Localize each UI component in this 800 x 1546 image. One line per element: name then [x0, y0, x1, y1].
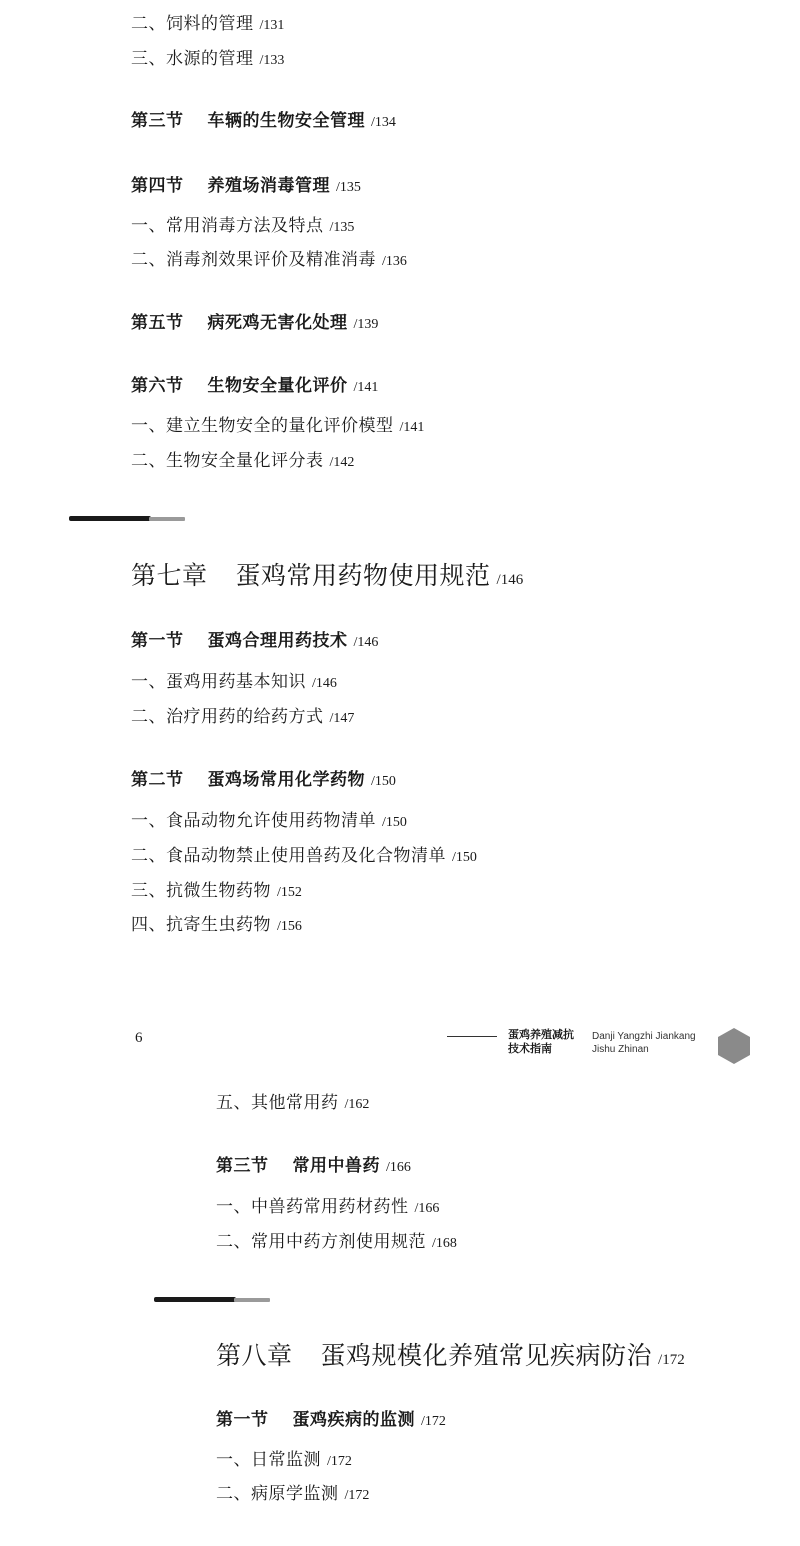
page-ref: /141 [353, 380, 379, 395]
page-ref: /136 [382, 254, 407, 269]
toc-entry: 五、其他常用药 /162 [216, 1093, 370, 1113]
toc-entry: 二、生物安全量化评分表 /142 [131, 451, 355, 471]
page-ref: /168 [432, 1236, 457, 1251]
page-ref: /172 [327, 1454, 352, 1469]
book-title-en: Danji Yangzhi Jiankang Jishu Zhinan [592, 1031, 696, 1055]
page-ref: /162 [344, 1097, 370, 1112]
book-title-cn: 蛋鸡养殖减抗 技术指南 [508, 1028, 574, 1055]
toc-section: 第三节 常用中兽药 /166 [216, 1156, 411, 1176]
toc-entry: 二、食品动物禁止使用兽药及化合物清单 /150 [131, 846, 477, 866]
toc-entry: 四、抗寄生虫药物 /156 [131, 915, 302, 935]
toc-section: 第五节 病死鸡无害化处理 /139 [131, 313, 379, 333]
toc-entry: 一、中兽药常用药材药性 /166 [216, 1197, 440, 1217]
page-ref: /156 [277, 919, 302, 934]
page-ref: /147 [329, 711, 355, 726]
toc-entry: 三、水源的管理 /133 [131, 49, 285, 69]
toc-section: 第一节 蛋鸡疾病的监测 /172 [216, 1410, 446, 1430]
toc-entry: 一、常用消毒方法及特点 /135 [131, 216, 355, 236]
toc-entry: 二、病原学监测 /172 [216, 1484, 370, 1504]
toc-entry: 一、食品动物允许使用药物清单 /150 [131, 811, 407, 831]
page-ref: /146 [496, 572, 524, 588]
toc-section: 第六节 生物安全量化评价 /141 [131, 376, 379, 396]
toc-entry: 二、常用中药方剂使用规范 /168 [216, 1232, 457, 1252]
page-ref: /150 [382, 815, 407, 830]
toc-entry: 一、日常监测 /172 [216, 1450, 352, 1470]
chapter-heading: 第八章 蛋鸡规模化养殖常见疾病防治 /172 [216, 1341, 685, 1370]
hexagon-logo-icon [717, 1027, 751, 1065]
page-ref: /139 [353, 317, 379, 332]
toc-section: 第三节 车辆的生物安全管理 /134 [131, 111, 396, 131]
page-ref: /146 [312, 676, 337, 691]
toc-entry: 一、蛋鸡用药基本知识 /146 [131, 672, 337, 692]
page-ref: /172 [344, 1488, 370, 1503]
toc-entry: 二、消毒剂效果评价及精准消毒 /136 [131, 250, 407, 270]
page-ref: /133 [259, 53, 285, 68]
page-ref: /141 [399, 420, 425, 435]
toc-entry: 二、饲料的管理 /131 [131, 14, 285, 34]
page-ref: /172 [658, 1352, 685, 1368]
page-ref: /131 [259, 18, 285, 33]
toc-entry: 三、抗微生物药物 /152 [131, 881, 302, 901]
page-ref: /172 [421, 1414, 446, 1429]
page-ref: /166 [386, 1160, 411, 1175]
page-ref: /150 [371, 774, 396, 789]
toc-section: 第二节 蛋鸡场常用化学药物 /150 [131, 770, 396, 790]
page-number: 6 [135, 1030, 143, 1046]
page-ref: /166 [414, 1201, 440, 1216]
chapter-heading: 第七章 蛋鸡常用药物使用规范 /146 [131, 561, 524, 590]
toc-section: 第一节 蛋鸡合理用药技术 /146 [131, 631, 379, 651]
page-ref: /152 [277, 885, 302, 900]
toc-section: 第四节 养殖场消毒管理 /135 [131, 176, 361, 196]
page-ref: /150 [452, 850, 477, 865]
page-ref: /135 [329, 220, 355, 235]
page-ref: /134 [371, 115, 396, 130]
toc-entry: 二、治疗用药的给药方式 /147 [131, 707, 355, 727]
page-ref: /142 [329, 455, 355, 470]
toc-entry: 一、建立生物安全的量化评价模型 /141 [131, 416, 425, 436]
footer-rule [447, 1036, 497, 1037]
page-ref: /146 [353, 635, 379, 650]
page-ref: /135 [336, 180, 361, 195]
